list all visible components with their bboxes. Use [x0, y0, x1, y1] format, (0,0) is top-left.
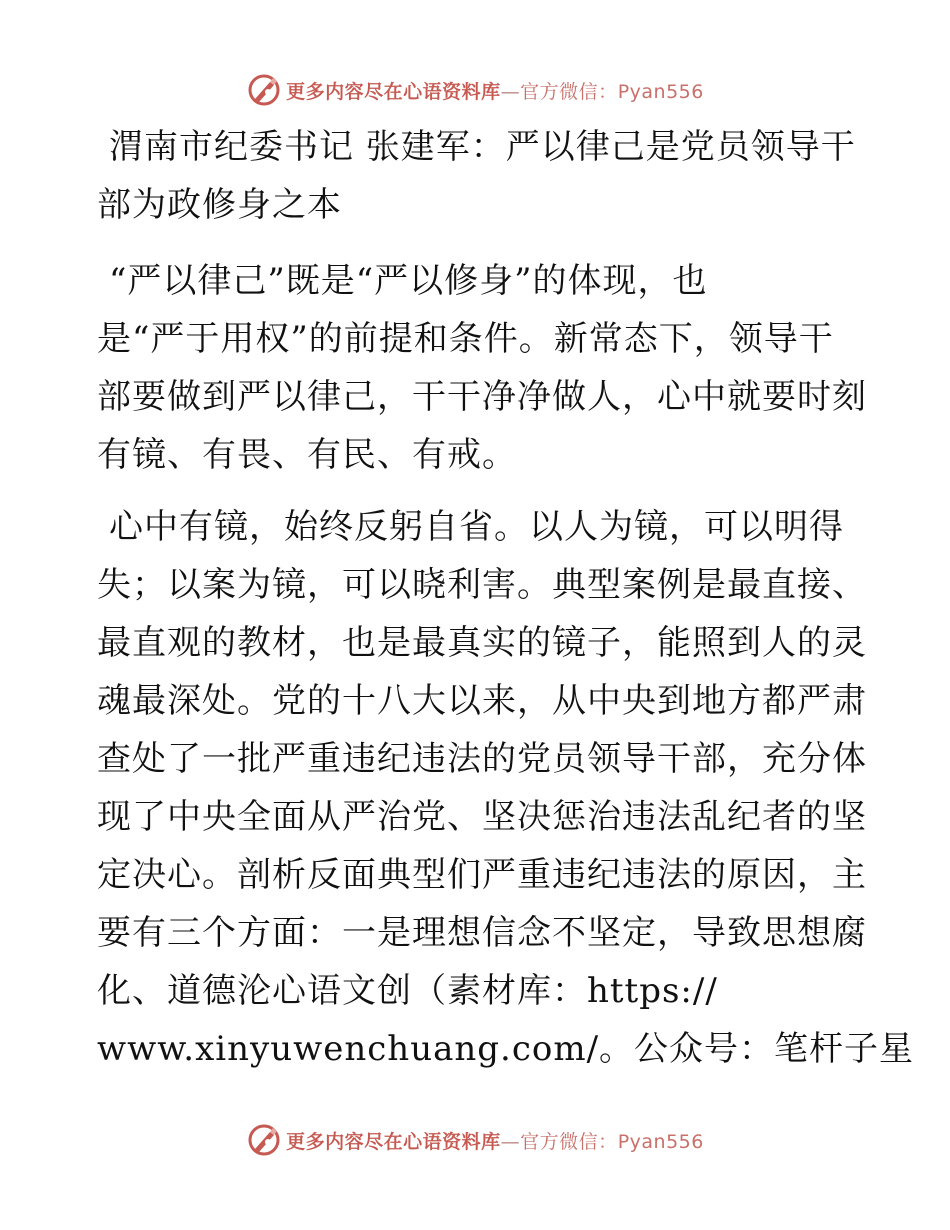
banner-official-text: 官方微信： [520, 1130, 618, 1153]
paragraph-line: 心中有镜，始终反躬自省。以人为镜，可以明得 [109, 507, 844, 547]
header-banner [0, 70, 950, 110]
pen-logo-icon [246, 1122, 282, 1158]
paragraph-line: 失；以案为镜，可以晓利害。典型案例是最直接、 [97, 565, 867, 605]
banner-main-text: 更多内容尽在心语资料库 [286, 1130, 501, 1153]
banner-wechat-id: Pyan556 [617, 80, 704, 103]
paragraph-line: “严以律己”既是“严以修身”的体现，也 [109, 261, 708, 301]
banner-content [246, 72, 704, 108]
paragraph-2 [97, 498, 915, 1078]
paragraph-line: 最直观的教材，也是最真实的镜子，能照到人的灵 [97, 623, 867, 663]
paragraph-line: 是“严于用权”的前提和条件。新常态下，领导干 [97, 319, 834, 359]
paragraph-line: www.xinyuwenchuang.com/。公众号：笔杆子星 [97, 1029, 915, 1069]
pen-logo-icon [246, 72, 282, 108]
banner-text [286, 1127, 704, 1154]
banner-wechat-id: Pyan556 [617, 1130, 704, 1153]
paragraph-line: 现了中央全面从严治党、坚决惩治违法乱纪者的坚 [97, 797, 867, 837]
paragraph-line: 查处了一批严重违纪违法的党员领导干部，充分体 [97, 739, 867, 779]
banner-official-text: 官方微信： [520, 80, 618, 103]
document-title [97, 118, 857, 234]
title-line-2: 部为政修身之本 [97, 185, 342, 225]
banner-text [286, 77, 704, 104]
banner-main-text: 更多内容尽在心语资料库 [286, 80, 501, 103]
banner-content [246, 1122, 704, 1158]
title-line-1: 渭南市纪委书记 张建军：严以律己是党员领导干 [109, 127, 856, 167]
paragraph-line: 有镜、有畏、有民、有戒。 [97, 435, 517, 475]
paragraph-line: 要有三个方面：一是理想信念不坚定，导致思想腐 [97, 913, 867, 953]
paragraph-line: 魂最深处。党的十八大以来，从中央到地方都严肃 [97, 681, 867, 721]
footer-banner [0, 1120, 950, 1160]
paragraph-line: 化、道德沦心语文创（素材库：https:// [97, 971, 718, 1011]
paragraph-line: 定决心。剖析反面典型们严重违纪违法的原因，主 [97, 855, 867, 895]
banner-dash: — [500, 1130, 521, 1153]
banner-dash: — [500, 80, 521, 103]
paragraph-line: 部要做到严以律己，干干净净做人，心中就要时刻 [97, 377, 867, 417]
document-body [97, 118, 915, 1078]
paragraph-1 [97, 252, 867, 484]
